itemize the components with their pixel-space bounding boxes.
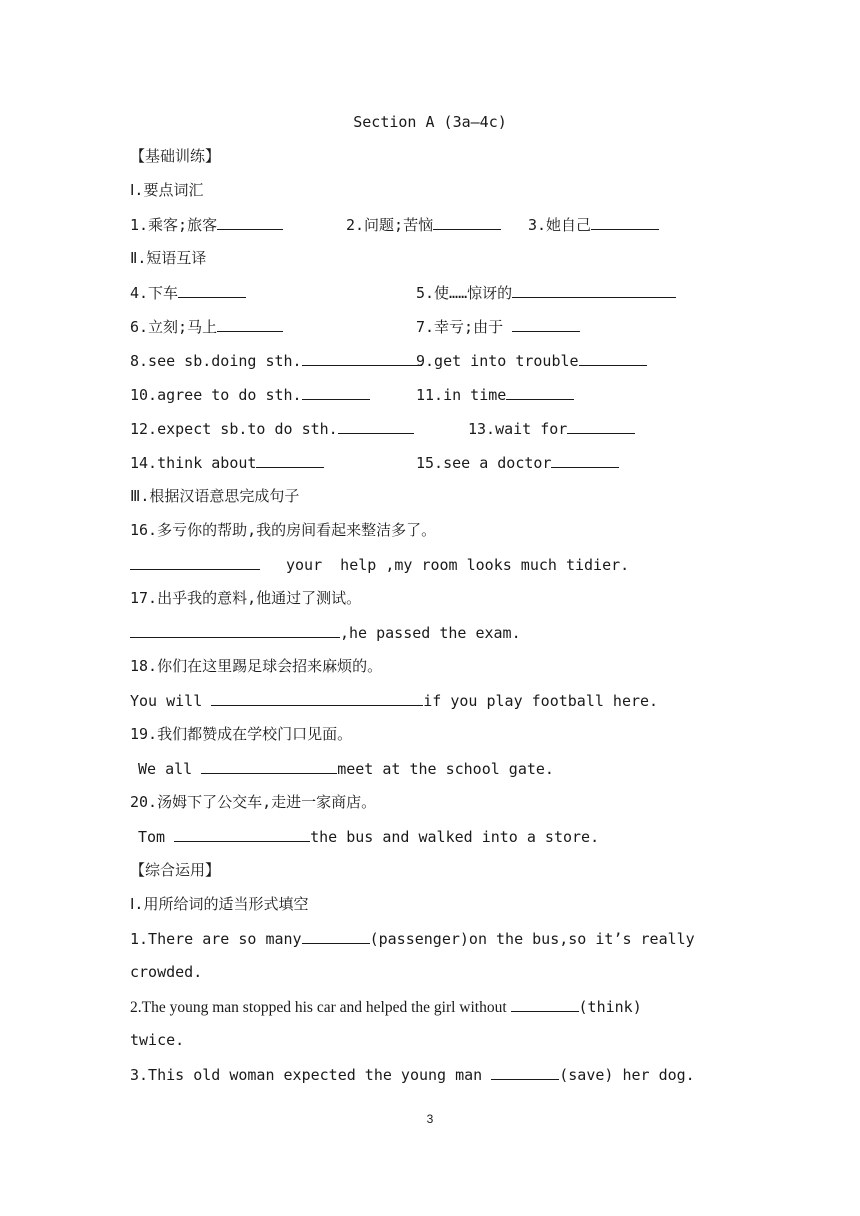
question-2 bbox=[346, 214, 501, 235]
question-19-text: meet at the school gate. bbox=[337, 760, 554, 778]
question-13-text: 13.wait for bbox=[468, 420, 568, 438]
question-4 bbox=[130, 282, 246, 303]
question-16-text: your help ,my room looks much tidier. bbox=[286, 556, 630, 574]
question-6 bbox=[130, 316, 283, 337]
page-number: 3 bbox=[426, 1112, 434, 1126]
question-2-text: 2.问题;苦恼 bbox=[346, 216, 434, 234]
answer-blank[interactable] bbox=[217, 316, 283, 332]
exercise-2-continued: twice. bbox=[130, 1031, 185, 1049]
question-17-text: ,he passed the exam. bbox=[340, 624, 521, 642]
exercise-2-suffix: (think) bbox=[578, 998, 642, 1016]
answer-blank[interactable] bbox=[511, 996, 579, 1012]
answer-blank[interactable] bbox=[591, 214, 659, 230]
answer-blank[interactable] bbox=[256, 452, 324, 468]
part3-heading: Ⅲ.根据汉语意思完成句子 bbox=[130, 487, 300, 505]
answer-blank[interactable] bbox=[579, 350, 647, 366]
answer-blank[interactable] bbox=[551, 452, 619, 468]
exercise-2-prefix: 2.The young man stopped his car and helped the girl without bbox=[130, 999, 511, 1016]
part1-heading: Ⅰ.要点词汇 bbox=[130, 181, 204, 199]
exercise-1 bbox=[130, 928, 695, 949]
answer-blank[interactable] bbox=[302, 350, 422, 366]
question-3-text: 3.她自己 bbox=[528, 216, 592, 234]
answer-blank[interactable] bbox=[130, 554, 260, 570]
part2-heading: Ⅱ.短语互译 bbox=[130, 249, 207, 267]
exercise-1-continued: crowded. bbox=[130, 963, 203, 981]
answer-blank[interactable] bbox=[302, 384, 370, 400]
answer-blank[interactable] bbox=[567, 418, 635, 434]
question-10-text: 10.agree to do sth. bbox=[130, 386, 302, 404]
question-20-prefix: Tom bbox=[138, 828, 175, 846]
answer-blank[interactable] bbox=[433, 214, 501, 230]
answer-blank[interactable] bbox=[338, 418, 414, 434]
question-18-text: if you play football here. bbox=[423, 692, 659, 710]
question-4-text: 4.下车 bbox=[130, 284, 179, 302]
answer-blank[interactable] bbox=[506, 384, 574, 400]
question-16-english bbox=[130, 554, 629, 575]
question-3 bbox=[528, 214, 659, 235]
answer-blank[interactable] bbox=[201, 758, 337, 774]
question-11 bbox=[416, 384, 574, 405]
question-5 bbox=[416, 282, 676, 303]
question-14 bbox=[130, 452, 324, 473]
exercise-1-prefix: 1.There are so many bbox=[130, 930, 302, 948]
question-20-english bbox=[138, 826, 599, 847]
answer-blank[interactable] bbox=[174, 826, 310, 842]
exercise-3-suffix: (save) her dog. bbox=[559, 1066, 695, 1084]
exercise-3-prefix: 3.This old woman expected the young man bbox=[130, 1066, 492, 1084]
answer-blank[interactable] bbox=[512, 282, 676, 298]
question-12 bbox=[130, 418, 414, 439]
question-20-chinese: 20.汤姆下了公交车,走进一家商店。 bbox=[130, 793, 377, 811]
page-title: Section A (3a—4c) bbox=[353, 113, 507, 131]
question-17-chinese: 17.出乎我的意料,他通过了测试。 bbox=[130, 589, 362, 607]
section-basic-heading: 【基础训练】 bbox=[130, 147, 221, 165]
question-11-text: 11.in time bbox=[416, 386, 507, 404]
answer-blank[interactable] bbox=[302, 928, 370, 944]
question-16-chinese: 16.多亏你的帮助,我的房间看起来整洁多了。 bbox=[130, 521, 437, 539]
answer-blank[interactable] bbox=[512, 316, 580, 332]
exercise-1-suffix: (passenger)on the bus,so it’s really bbox=[369, 930, 695, 948]
question-15-text: 15.see a doctor bbox=[416, 454, 552, 472]
question-20-text: the bus and walked into a store. bbox=[310, 828, 600, 846]
question-9 bbox=[416, 350, 647, 371]
question-12-text: 12.expect sb.to do sth. bbox=[130, 420, 338, 438]
question-6-text: 6.立刻;马上 bbox=[130, 318, 218, 336]
question-14-text: 14.think about bbox=[130, 454, 257, 472]
question-7-text: 7.幸亏;由于 bbox=[416, 318, 504, 336]
question-19-chinese: 19.我们都赞成在学校门口见面。 bbox=[130, 725, 353, 743]
section-apply-heading: 【综合运用】 bbox=[130, 861, 221, 879]
question-5-text: 5.使……惊讶的 bbox=[416, 284, 513, 302]
question-8-text: 8.see sb.doing sth. bbox=[130, 352, 302, 370]
question-13 bbox=[468, 418, 635, 439]
question-1 bbox=[130, 214, 283, 235]
question-17-english bbox=[130, 622, 521, 643]
question-7 bbox=[416, 316, 580, 337]
question-18-english bbox=[130, 690, 658, 711]
answer-blank[interactable] bbox=[178, 282, 246, 298]
exercise-3 bbox=[130, 1064, 695, 1085]
answer-blank[interactable] bbox=[491, 1064, 559, 1080]
exercise-2 bbox=[130, 996, 642, 1018]
answer-blank[interactable] bbox=[211, 690, 423, 706]
question-1-text: 1.乘客;旅客 bbox=[130, 216, 218, 234]
question-15 bbox=[416, 452, 619, 473]
answer-blank[interactable] bbox=[130, 622, 340, 638]
question-10 bbox=[130, 384, 370, 405]
question-18-chinese: 18.你们在这里踢足球会招来麻烦的。 bbox=[130, 657, 383, 675]
partA-heading: Ⅰ.用所给词的适当形式填空 bbox=[130, 895, 309, 913]
answer-blank[interactable] bbox=[217, 214, 283, 230]
question-8 bbox=[130, 350, 422, 371]
question-19-english bbox=[138, 758, 554, 779]
question-19-prefix: We all bbox=[138, 760, 202, 778]
question-18-prefix: You will bbox=[130, 692, 212, 710]
question-9-text: 9.get into trouble bbox=[416, 352, 579, 370]
